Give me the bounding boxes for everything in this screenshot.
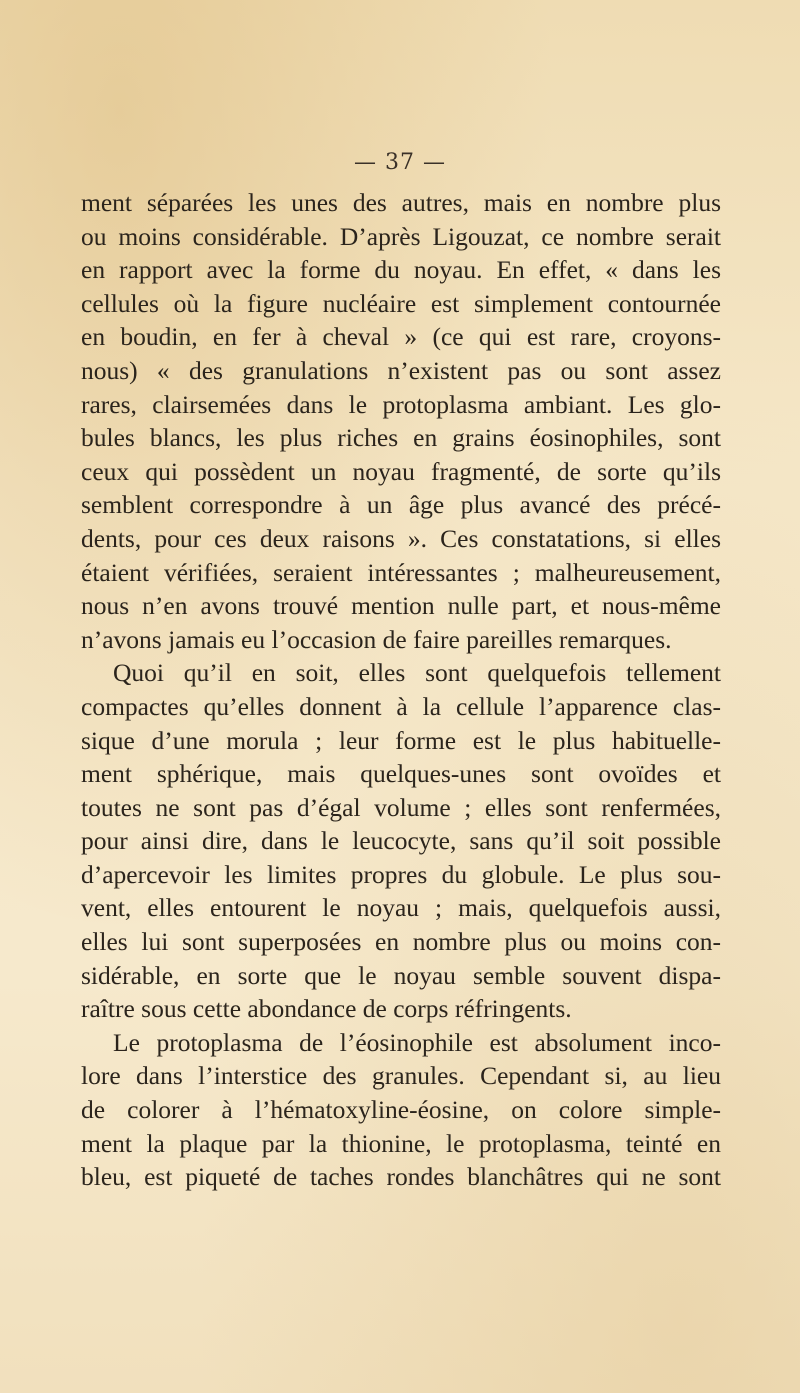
text-line: de colorer à l’hématoxyline-éosine, on colore simple- (81, 1095, 721, 1125)
text-line: ment séparées les unes des autres, mais en nombre plus (81, 188, 721, 217)
paragraph-1 (81, 186, 721, 656)
text-line: raître sous cette abondance de corps réfringents. (81, 994, 572, 1024)
paragraph-2 (81, 656, 721, 1026)
text-line: ment sphérique, mais quelques-unes sont ovoïdes et (81, 759, 721, 789)
paragraph-3 (81, 1026, 721, 1194)
text-line: en rapport avec la forme du noyau. En effet, « dans les (81, 255, 721, 285)
text-line: n’avons jamais eu l’occasion de faire pareilles remarques. (81, 624, 672, 654)
text-line: pour ainsi dire, dans le leucocyte, sans qu’il soit possible (81, 826, 721, 856)
text-line: cellules où la figure nucléaire est simplement contournée (81, 288, 721, 318)
text-line: bleu, est piqueté de taches rondes blanchâtres qui ne sont (81, 1162, 721, 1192)
text-line: ceux qui possèdent un noyau fragmenté, de sorte qu’ils (81, 456, 721, 486)
text-line: semblent correspondre à un âge plus avancé des précé- (81, 490, 721, 520)
text-line: elles lui sont superposées en nombre plus ou moins con- (81, 927, 721, 957)
text-line: nous n’en avons trouvé mention nulle part, et nous-même (81, 591, 721, 621)
text-line: d’apercevoir les limites propres du globule. Le plus sou- (81, 859, 721, 889)
text-line: ment la plaque par la thionine, le protoplasma, teinté en (81, 1128, 721, 1158)
text-line: toutes ne sont pas d’égal volume ; elles sont renfermées, (81, 792, 721, 822)
text-line: Quoi qu’il en soit, elles sont quelquefois tellement (113, 658, 721, 688)
text-line: compactes qu’elles donnent à la cellule l’apparence clas- (81, 691, 721, 721)
page-number: — 37 — (354, 150, 446, 175)
text-line: vent, elles entourent le noyau ; mais, quelquefois aussi, (81, 893, 721, 923)
text-line: nous) « des granulations n’existent pas ou sont assez (81, 355, 721, 385)
text-line: Le protoplasma de l’éosinophile est absolument inco- (113, 1027, 721, 1057)
text-line: lore dans l’interstice des granules. Cependant si, au lieu (81, 1061, 721, 1091)
text-line: en boudin, en fer à cheval » (ce qui est rare, croyons- (81, 322, 721, 352)
text-line: étaient vérifiées, seraient intéressantes ; malheureusement, (81, 557, 721, 587)
text-line: sidérable, en sorte que le noyau semble souvent dispa- (81, 960, 721, 990)
text-line: sique d’une morula ; leur forme est le plus habituelle- (81, 725, 721, 755)
text-line: dents, pour ces deux raisons ». Ces constatations, si elles (81, 523, 721, 553)
text-line: ou moins considérable. D’après Ligouzat, ce nombre serait (81, 221, 721, 251)
text-line: rares, clairsemées dans le protoplasma ambiant. Les glo- (81, 389, 721, 419)
body-text (81, 186, 721, 1194)
text-line: bules blancs, les plus riches en grains éosinophiles, sont (81, 423, 721, 453)
